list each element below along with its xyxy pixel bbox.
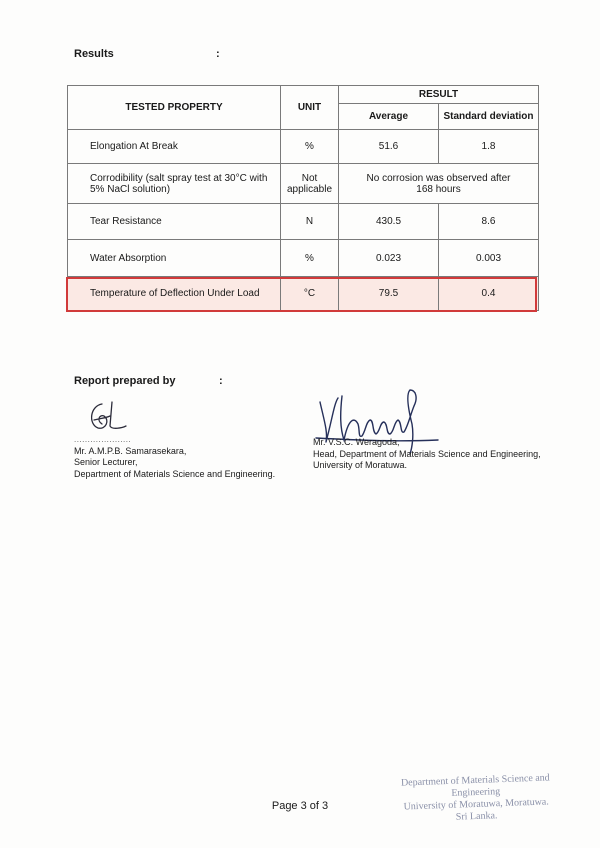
property-cell: Corrodibility (salt spray test at 30°C with 5% NaCl solution) bbox=[68, 164, 281, 204]
average-cell: 0.023 bbox=[339, 240, 439, 277]
std-dev-cell: 0.003 bbox=[439, 240, 539, 277]
signatory-right bbox=[313, 437, 541, 472]
header-tested-property: TESTED PROPERTY bbox=[68, 86, 281, 130]
property-cell: Elongation At Break bbox=[68, 130, 281, 164]
unit-cell: N bbox=[281, 204, 339, 240]
property-cell: Temperature of Deflection Under Load bbox=[68, 277, 281, 311]
results-heading: Results bbox=[74, 48, 114, 60]
unit-cell: °C bbox=[281, 277, 339, 311]
results-table bbox=[67, 85, 539, 311]
header-average: Average bbox=[339, 104, 439, 130]
header-result: RESULT bbox=[339, 86, 539, 104]
table-row bbox=[68, 204, 539, 240]
results-colon: : bbox=[216, 48, 220, 60]
unit-cell: % bbox=[281, 130, 339, 164]
std-dev-cell: 0.4 bbox=[439, 277, 539, 311]
report-prepared-colon: : bbox=[219, 375, 223, 387]
std-dev-cell: 8.6 bbox=[439, 204, 539, 240]
page-number: Page 3 of 3 bbox=[271, 800, 329, 812]
stamp-line: University of Moratuwa, Moratuwa. bbox=[403, 796, 549, 813]
signatory-title: Senior Lecturer, bbox=[74, 457, 138, 467]
stamp-line: Department of Materials Science and Engineering bbox=[400, 772, 550, 799]
table-header-row bbox=[68, 86, 539, 104]
signatory-department: University of Moratuwa. bbox=[313, 460, 408, 470]
signatory-name: Mr. V.S.C. Weragoda, bbox=[313, 437, 400, 447]
property-cell: Water Absorption bbox=[68, 240, 281, 277]
header-std-dev: Standard deviation bbox=[439, 104, 539, 130]
merged-result-cell: No corrosion was observed after 168 hours bbox=[339, 164, 539, 204]
stamp-line: Sri Lanka. bbox=[455, 810, 498, 823]
unit-cell: Not applicable bbox=[281, 164, 339, 204]
header-unit: UNIT bbox=[281, 86, 339, 130]
average-cell: 51.6 bbox=[339, 130, 439, 164]
report-prepared-label: Report prepared by bbox=[74, 375, 176, 387]
signature-line: ..................... bbox=[74, 435, 132, 444]
average-cell: 79.5 bbox=[339, 277, 439, 311]
unit-cell: % bbox=[281, 240, 339, 277]
signatory-left bbox=[74, 434, 275, 480]
table-row bbox=[68, 240, 539, 277]
std-dev-cell: 1.8 bbox=[439, 130, 539, 164]
property-cell: Tear Resistance bbox=[68, 204, 281, 240]
signatory-title: Head, Department of Materials Science and Engineering, bbox=[313, 448, 541, 459]
table-row bbox=[68, 130, 539, 164]
signature-left bbox=[82, 398, 152, 434]
signatory-name: Mr. A.M.P.B. Samarasekara, bbox=[74, 445, 187, 456]
average-cell: 430.5 bbox=[339, 204, 439, 240]
table-row-highlighted bbox=[68, 277, 539, 311]
signatory-department: Department of Materials Science and Engineering. bbox=[74, 468, 276, 479]
table-row bbox=[68, 164, 539, 204]
department-stamp bbox=[375, 772, 577, 827]
